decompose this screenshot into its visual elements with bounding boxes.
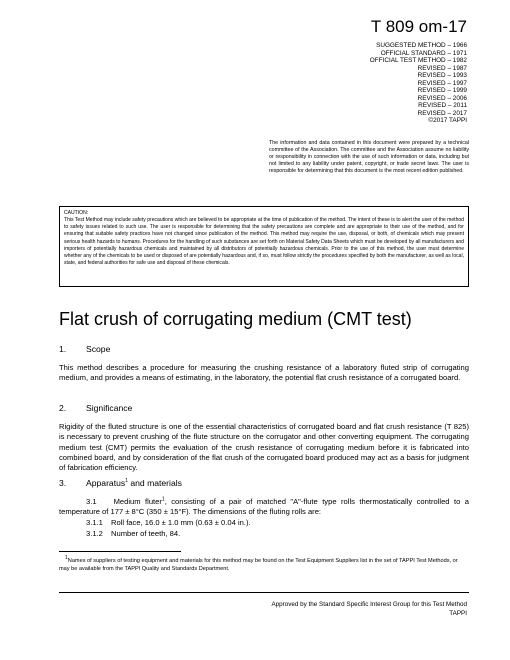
subitem-number: 3.1.2	[86, 529, 103, 538]
section-number: 3.	[59, 478, 67, 488]
footnote-ref[interactable]: 1	[125, 478, 128, 485]
revision-history	[267, 42, 467, 125]
history-line: SUGGESTED METHOD – 1966	[376, 42, 467, 49]
document-number: T 809 om-17	[370, 17, 467, 36]
footnote-text: Names of suppliers of testing equipment and materials for this method may be found on the Test Equipment Suppliers list in the set of TAPPI Test Methods, or may be available from the TAPPI Quality and Standards Department.	[59, 558, 458, 573]
history-line: OFFICIAL TEST METHOD – 1982	[369, 57, 467, 65]
subitem-text: Number of teeth, 84.	[111, 529, 181, 538]
page-title: Flat crush of corrugating medium (CMT test)	[59, 309, 412, 329]
history-line: REVISED – 1993	[417, 72, 467, 80]
section-title: Significance	[86, 403, 133, 413]
section-heading-scope	[59, 344, 110, 355]
history-line: REVISED – 2006	[417, 94, 467, 102]
paragraph-3-1	[59, 497, 469, 518]
caution-text: This Test Method may include safety precautions which are believed to be appropriate at the time of publication of the method. The intent of these is to alert the user of the method to safety issues related to such use. The user is responsible for determining that the safety precautions are complete and are appropriate to their use of the method, and for ensuring that suitable safety practices have not changed since publication of the method. This method may require the use, disposal, or both, of chemicals which may present serious health hazards to humans. Procedures for the handling of such substances are set forth on Material Safety Data Sheets which must be developed by all manufacturers and importers of potentially hazardous chemicals and maintained by all distributors of potentially hazardous chemicals. Prior to the use of this method, the user must determine whether any of the chemicals to be used or disposed of are potentially hazardous and, if so, must follow strictly the procedures specified by both the manufacturer, as well as local, state, and federal authorities for safe use and disposal of these chemicals.	[64, 217, 464, 267]
subitem-number: 3.1.1	[86, 518, 103, 527]
section-title: Scope	[86, 344, 111, 354]
subitem-3-1-1	[86, 518, 251, 528]
item-lead: Medium fluter	[113, 497, 162, 506]
section-heading-apparatus	[59, 478, 182, 489]
footer	[167, 600, 467, 619]
significance-paragraph: Rigidity of the fluted structure is one of the essential characteristics of corrugated board and flat crush resistance (T 825) is necessary to prevent crushing of the flute structure on the corrugator and other converting equipment. The corrugating medium test (CMT) permits the evaluation of the crush resistance of corrugating medium before it is fabricated into combined board, and by consideration of the flat crush of the corrugated board produced may act as a basis for judgment of fabrication efficiency.	[59, 422, 469, 473]
section-title-tail: and materials	[127, 478, 182, 488]
approval-line: Approved by the Standard Specific Interest Group for this Test Method	[271, 601, 467, 608]
subitem-text: Roll face, 16.0 ± 1.0 mm (0.63 ± 0.04 in.).	[111, 518, 251, 527]
footer-org: TAPPI	[449, 610, 467, 618]
history-line: OFFICIAL STANDARD – 1971	[380, 49, 467, 57]
disclaimer-text: The information and data contained in this document were prepared by a technical committee of the Association. The committee and the Association assume no liability or responsibility in connection with the use of such information or data, including but not limited to any liability under patent, copyright, or trade secret laws. The user is responsible for determining that this document is the most recent edition published.	[269, 140, 469, 175]
history-line: REVISED – 2017	[417, 109, 467, 117]
caution-label: CAUTION:	[64, 210, 89, 216]
history-line: REVISED – 1997	[417, 79, 467, 87]
subitem-3-1-2	[86, 529, 180, 539]
footnote-mark: 1	[65, 555, 68, 562]
history-line: REVISED – 2011	[418, 102, 467, 110]
scope-paragraph: This method describes a procedure for measuring the crushing resistance of a laboratory fluted strip of corrugating medium, and provides a means of estimating, in the laboratory, the potential flat crush resistance of a corrugated board.	[59, 363, 469, 383]
footnote-divider	[59, 551, 181, 552]
section-number: 2.	[59, 403, 67, 413]
section-title: Apparatus	[86, 478, 126, 488]
footer-divider	[59, 592, 469, 593]
paragraph-number: 3.1	[86, 497, 97, 506]
caution-box	[59, 206, 469, 287]
history-line: REVISED – 1999	[417, 87, 467, 95]
footnote	[59, 557, 469, 574]
section-number: 1.	[59, 344, 67, 354]
section-heading-significance	[59, 403, 132, 414]
paragraph-text: , consisting of a pair of matched "A"-flute type rolls thermostatically controlled to a temperature of 177 ± 8°C (350 ± 15°F). The dimensions of the fluting rolls are:	[59, 497, 469, 517]
copyright-line: ©2017 TAPPI	[428, 117, 467, 125]
history-line: REVISED – 1987	[417, 64, 467, 72]
footnote-ref[interactable]: 1	[161, 496, 165, 503]
